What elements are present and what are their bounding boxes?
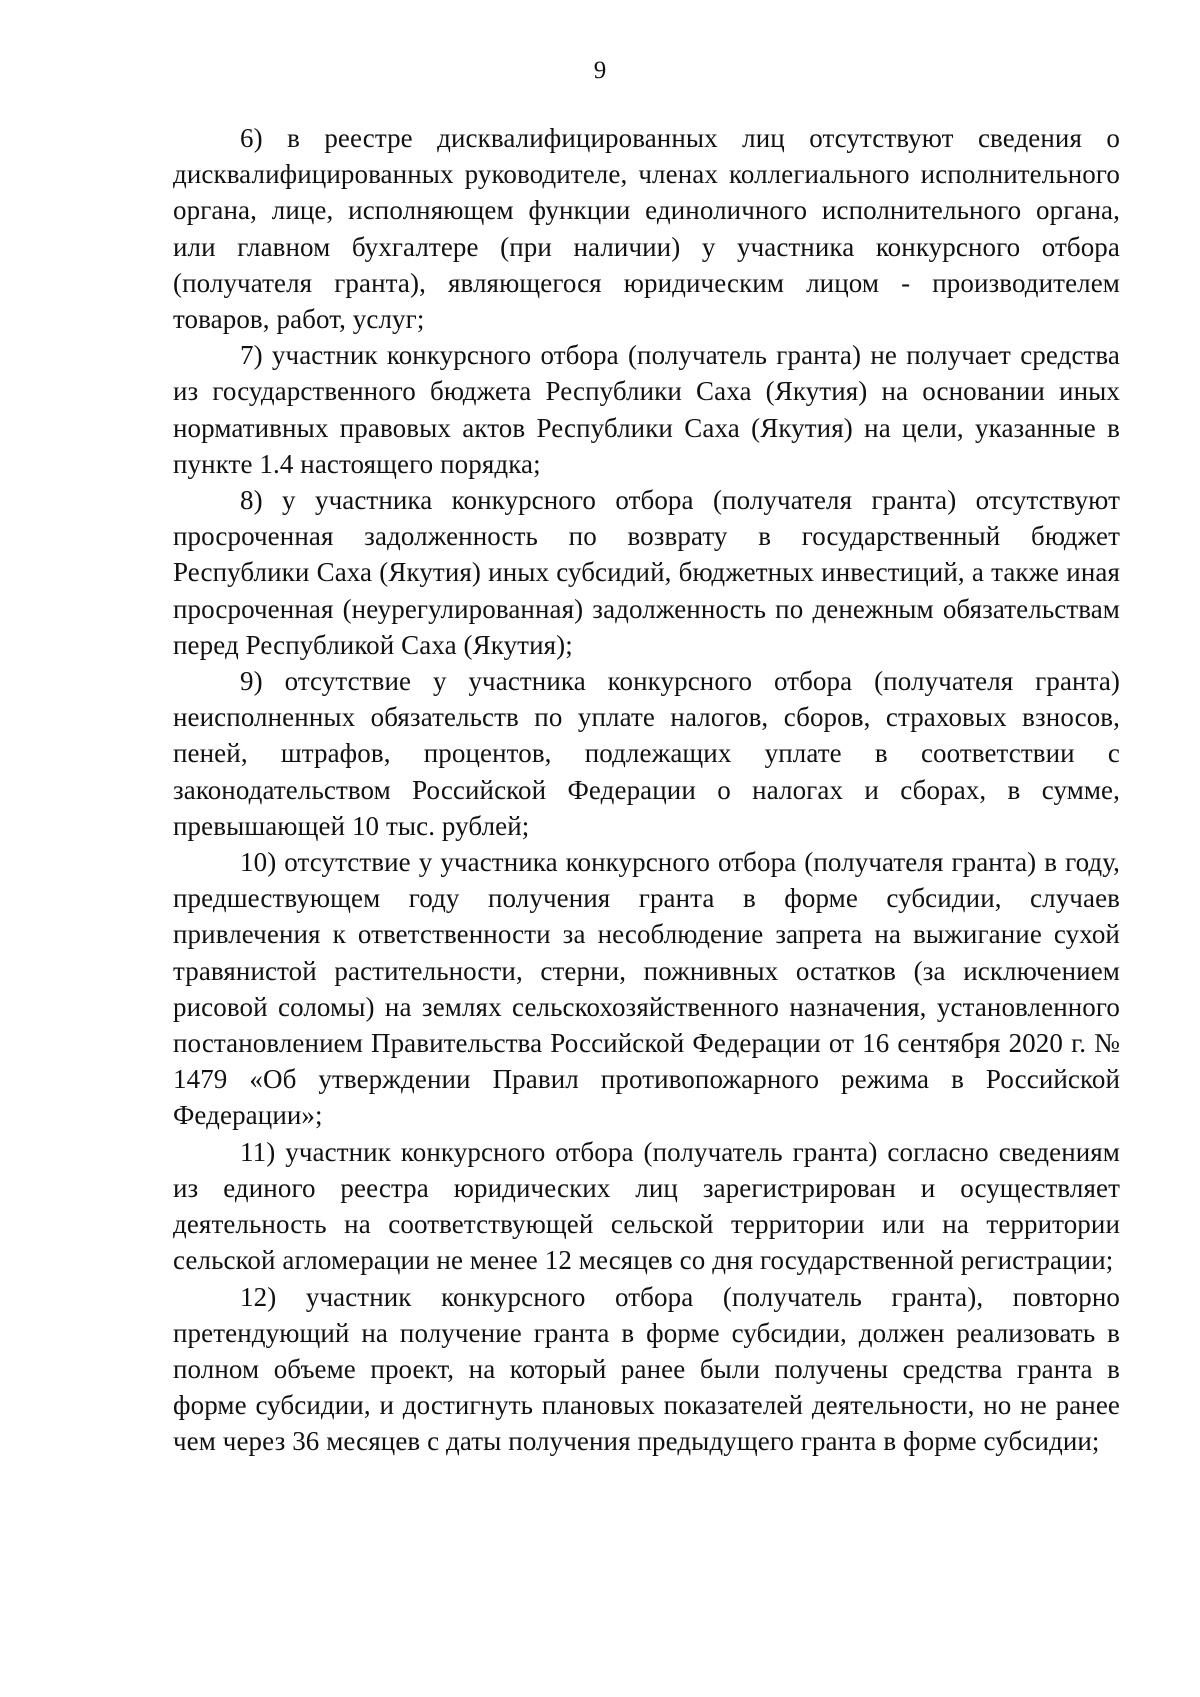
document-body xyxy=(173,120,1120,1460)
paragraph-item-6: 6) в реестре дисквалифицированных лиц отсутствуют сведения о дисквалифицированных руководителе, членах коллегиального исполнительного органа, лице, исполняющем функции единоличного исполнительного органа, или главном бухгалтере (при наличии) у участника конкурсного отбора (получателя гранта), являющегося юридическим лицом - производителем товаров, работ, услуг; xyxy=(173,123,1120,335)
paragraph-item-10: 10) отсутствие у участника конкурсного отбора (получателя гранта) в году, предшествующем году получения гранта в форме субсидии, случаев привлечения к ответственности за несоблюдение запрета на выжигание сухой травянистой растительности, стерни, пожнивных остатков (за исключением рисовой соломы) на землях сельскохозяйственного назначения, установленного постановлением Правительства Российской Федерации от 16 сентября 2020 г. № 1479 «Об утверждении Правил противопожарного режима в Российской Федерации»; xyxy=(173,847,1120,1131)
paragraph-item-9: 9) отсутствие у участника конкурсного отбора (получателя гранта) неисполненных обязательств по уплате налогов, сборов, страховых взносов, пеней, штрафов, процентов, подлежащих уплате в соответствии с законодательством Российской Федерации о налогах и сборах, в сумме, превышающей 10 тыс. рублей; xyxy=(173,666,1120,841)
paragraph-item-8: 8) у участника конкурсного отбора (получателя гранта) отсутствуют просроченная задолженность по возврату в государственный бюджет Республики Саха (Якутия) иных субсидий, бюджетных инвестиций, а также иная просроченная (неурегулированная) задолженность по денежным обязательствам перед Республикой Саха (Якутия); xyxy=(173,485,1120,660)
page-number: 9 xyxy=(593,57,607,84)
paragraph-item-11: 11) участник конкурсного отбора (получатель гранта) согласно сведениям из единого реестра юридических лиц зарегистрирован и осуществляет деятельность на соответствующей сельской территории или на территории сельской агломерации не менее 12 месяцев со дня государственной регистрации; xyxy=(173,1136,1120,1276)
paragraph-item-7: 7) участник конкурсного отбора (получатель гранта) не получает средства из государственного бюджета Республики Саха (Якутия) на основании иных нормативных правовых актов Республики Саха (Якутия) на цели, указанные в пункте 1.4 настоящего порядка; xyxy=(173,340,1120,479)
paragraph-item-12: 12) участник конкурсного отбора (получатель гранта), повторно претендующий на получение гранта в форме субсидии, должен реализовать в полном объеме проект, на который ранее были получены средства гранта в форме субсидии, и достигнуть плановых показателей деятельности, но не ранее чем через 36 месяцев с даты получения предыдущего гранта в форме субсидии; xyxy=(173,1281,1120,1457)
